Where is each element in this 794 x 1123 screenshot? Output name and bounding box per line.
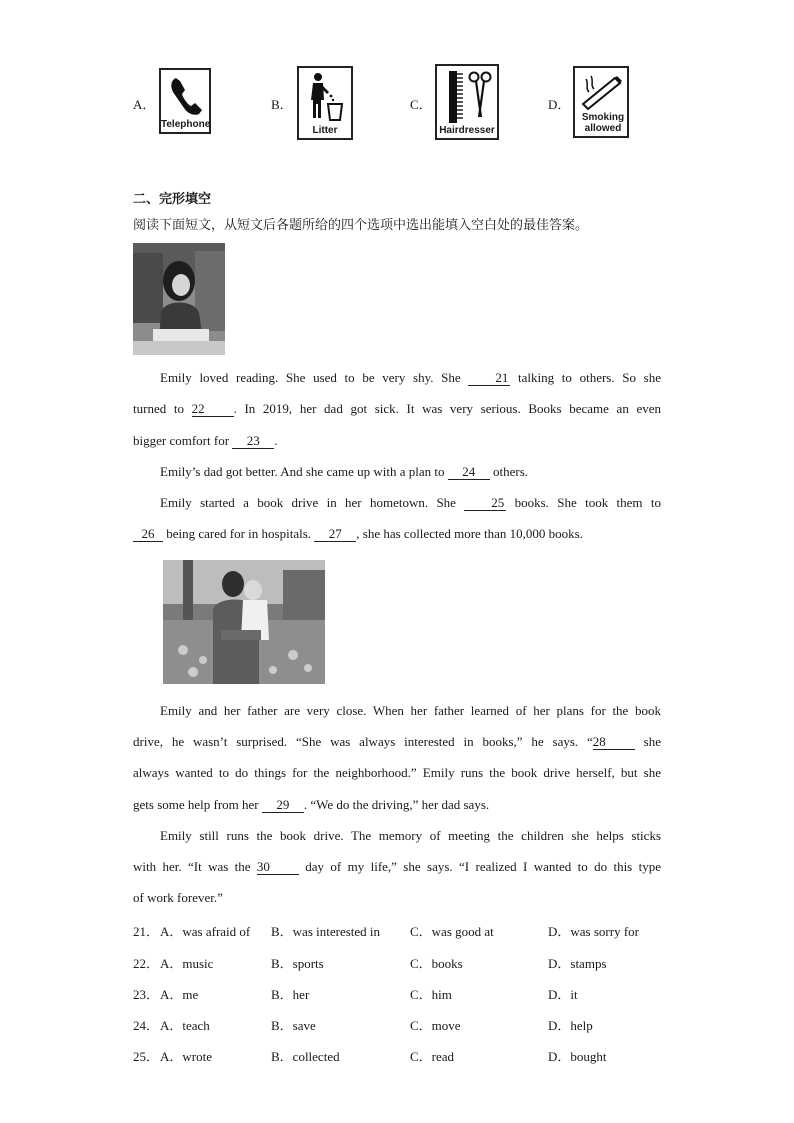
text-span: talking to others. So she xyxy=(510,370,661,385)
text-span: gets some help from her xyxy=(133,797,262,812)
text-span: . “We do the driving,” her dad says. xyxy=(303,797,490,812)
hairdresser-sign[interactable] xyxy=(435,64,499,140)
option-d[interactable]: D．bought xyxy=(548,1049,607,1064)
blank-24[interactable]: 24 xyxy=(448,465,490,480)
text-span: . xyxy=(274,433,278,448)
section-title: 二、完形填空 xyxy=(133,191,212,206)
blank-25[interactable]: 25 xyxy=(464,496,506,511)
father-child-photo xyxy=(163,560,325,684)
passage-line-4 xyxy=(160,464,660,480)
text-span: Emily’s dad got better. And she came up with a plan to xyxy=(160,464,448,479)
passage-line-3 xyxy=(133,433,661,449)
text-span: others. xyxy=(489,464,529,479)
option-a[interactable]: A．was afraid of xyxy=(160,924,251,939)
blank-26[interactable]: 26 xyxy=(133,527,163,542)
litter-sign[interactable] xyxy=(297,66,353,140)
option-a[interactable]: A．wrote xyxy=(160,1049,212,1064)
telephone-sign[interactable] xyxy=(159,68,211,134)
blank-27[interactable]: 27 xyxy=(314,527,356,542)
option-b[interactable]: B．her xyxy=(271,987,310,1002)
text-span: being cared for in hospitals. xyxy=(163,526,315,541)
option-c-letter[interactable]: C． xyxy=(410,97,432,112)
blank-29[interactable]: 29 xyxy=(262,798,304,813)
text-span: drive, he wasn’t surprised. “She was always interested in books,” he says. “ xyxy=(133,734,593,749)
text-span: with her. “It was the xyxy=(133,859,257,874)
option-a[interactable]: A．teach xyxy=(160,1018,210,1033)
text-span: , she has collected more than 10,000 books. xyxy=(356,526,583,541)
passage-line-12 xyxy=(133,859,661,875)
litter-bin-icon xyxy=(299,70,351,124)
passage-line-11: Emily still runs the book drive. The memory of meeting the children she helps sticks xyxy=(160,828,661,843)
option-d[interactable]: D．it xyxy=(548,987,578,1002)
option-d[interactable]: D．stamps xyxy=(548,956,607,971)
reading-girl-photo xyxy=(133,243,225,355)
option-c[interactable]: C．read xyxy=(410,1049,455,1064)
passage-line-7: Emily and her father are very close. When her father learned of her plans for the book xyxy=(160,703,661,718)
passage-line-10 xyxy=(133,797,661,813)
comb-scissors-icon xyxy=(437,67,497,127)
option-d[interactable]: D．was sorry for xyxy=(548,924,639,939)
text-span: Emily started a book drive in her hometown. She xyxy=(160,495,465,510)
passage-line-2 xyxy=(133,401,661,417)
question-number: 24． xyxy=(133,1018,160,1033)
passage-line-9: always wanted to do things for the neighborhood.” Emily runs the book drive herself, but she xyxy=(133,765,661,780)
passage-line-5 xyxy=(133,495,661,511)
option-d[interactable]: D．help xyxy=(548,1018,593,1033)
option-b-letter[interactable]: B． xyxy=(271,97,293,112)
text-span: she xyxy=(634,734,661,749)
smoking-label: Smoking allowed xyxy=(581,112,625,134)
telephone-label: Telephone xyxy=(161,119,211,130)
option-b[interactable]: B．collected xyxy=(271,1049,340,1064)
blank-30[interactable]: 30 xyxy=(257,860,299,875)
text-span: Emily loved reading. She used to be very shy. She xyxy=(160,370,469,385)
blank-23[interactable]: 23 xyxy=(232,434,274,449)
option-c[interactable]: C．him xyxy=(410,987,452,1002)
option-c[interactable]: C．move xyxy=(410,1018,461,1033)
question-number: 22． xyxy=(133,956,160,971)
text-span: . In 2019, her dad got sick. It was very serious. Books became an even xyxy=(233,401,661,416)
passage-line-8 xyxy=(133,734,661,750)
text-span: bigger comfort for xyxy=(133,433,233,448)
passage-line-13: of work forever.” xyxy=(133,890,223,905)
option-d-letter[interactable]: D． xyxy=(548,97,571,112)
cigarette-icon xyxy=(575,70,627,110)
blank-28[interactable]: 28 xyxy=(593,735,635,750)
instruction-text: 阅读下面短文，从短文后各题所给的四个选项中选出能填入空白处的最佳答案。 xyxy=(133,217,589,232)
option-c[interactable]: C．books xyxy=(410,956,463,971)
option-c[interactable]: C．was good at xyxy=(410,924,494,939)
option-a[interactable]: A．me xyxy=(160,987,199,1002)
option-b[interactable]: B．save xyxy=(271,1018,316,1033)
option-b[interactable]: B．was interested in xyxy=(271,924,381,939)
text-span: turned to xyxy=(133,401,192,416)
passage-line-6 xyxy=(133,526,661,542)
text-span: books. She took them to xyxy=(506,495,661,510)
text-span: day of my life,” she says. “I realized I wanted to do this type xyxy=(298,859,661,874)
litter-label: Litter xyxy=(312,125,338,136)
smoking-sign[interactable] xyxy=(573,66,629,138)
option-b[interactable]: B．sports xyxy=(271,956,324,971)
passage-line-1 xyxy=(133,370,661,386)
telephone-icon xyxy=(162,72,210,122)
question-number: 25． xyxy=(133,1049,160,1064)
question-number: 23． xyxy=(133,987,160,1002)
blank-22[interactable]: 22 xyxy=(192,402,234,417)
blank-21[interactable]: 21 xyxy=(468,371,510,386)
option-a[interactable]: A．music xyxy=(160,956,214,971)
question-number: 21． xyxy=(133,924,160,939)
option-a-letter[interactable]: A． xyxy=(133,97,156,112)
hairdresser-label: Hairdresser xyxy=(439,125,495,136)
